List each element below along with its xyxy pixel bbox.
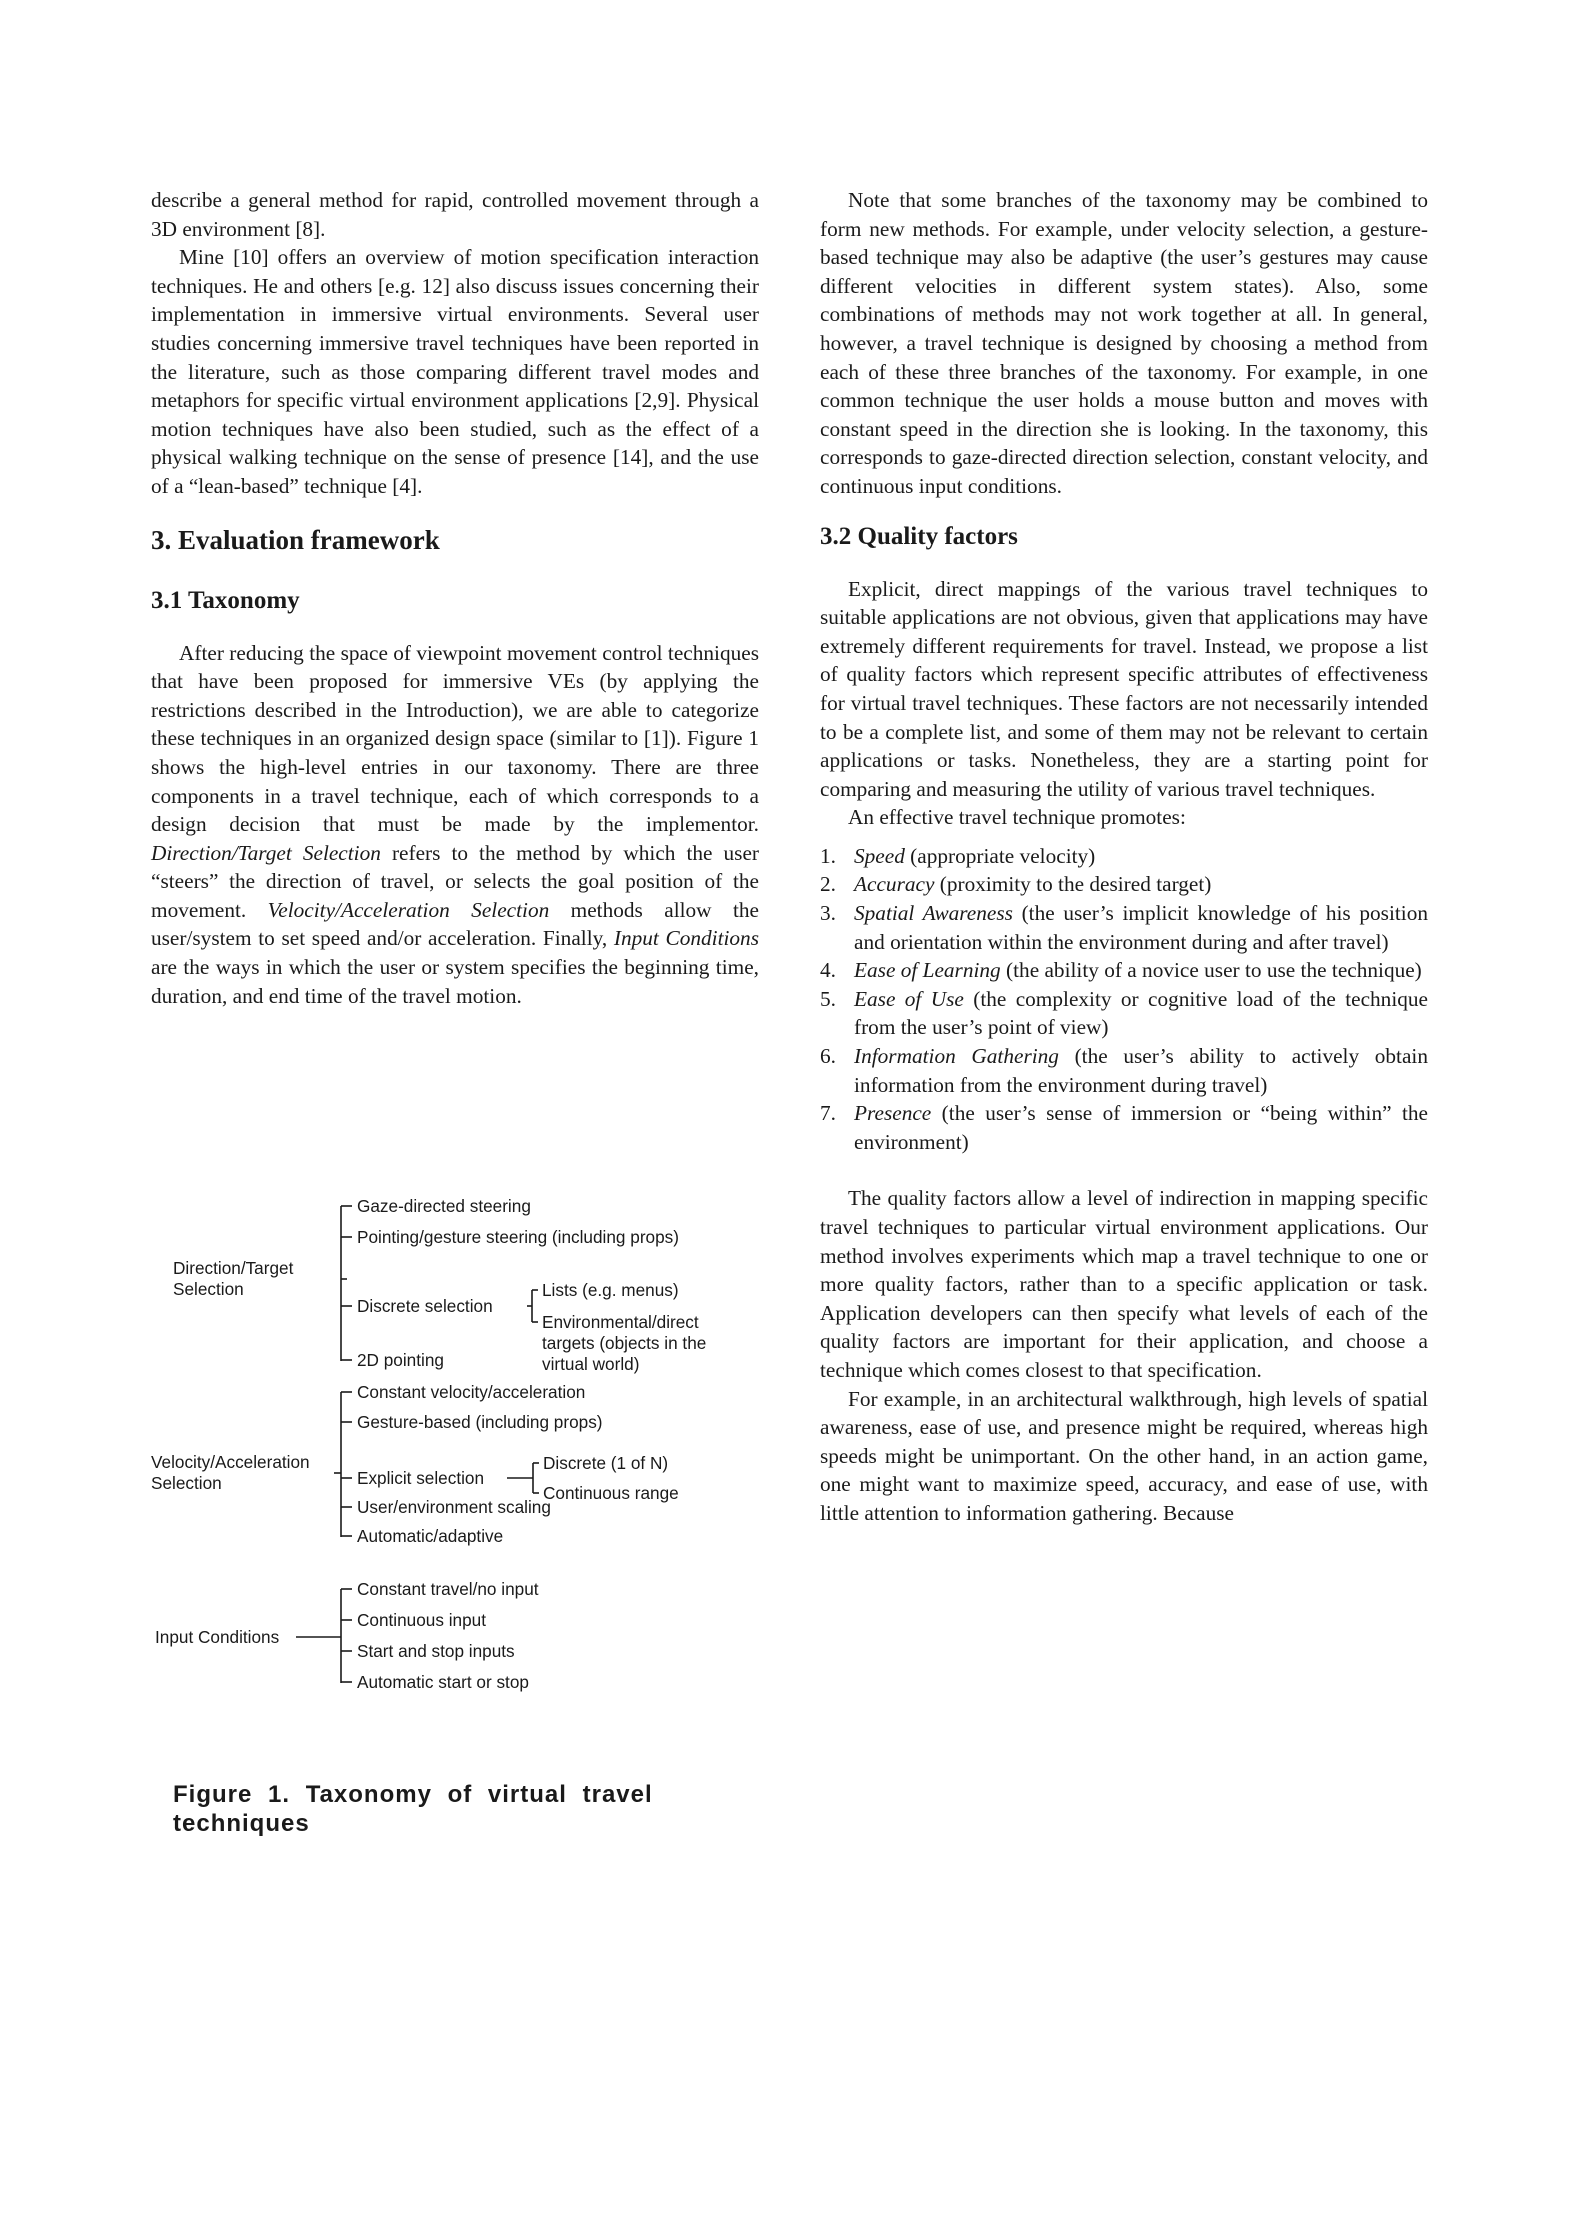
group-label-direction-target: Direction/Target <box>173 1258 294 1278</box>
item-continuous-input: Continuous input <box>357 1610 486 1630</box>
quality-factor-item: 7. Presence (the user’s sense of immersion or “being within” the environment) <box>820 1101 1428 1154</box>
item-gesture-based: Gesture-based (including props) <box>357 1412 603 1432</box>
item-continuous-range: Continuous range <box>543 1483 679 1503</box>
taxonomy-figure <box>151 1196 759 1716</box>
group-label-velocity-acceleration-line2: Selection <box>151 1473 222 1493</box>
quality-factor-item: 1. Speed (appropriate velocity) <box>820 843 1096 868</box>
item-constant-travel: Constant travel/no input <box>357 1579 539 1599</box>
term-direction-target-selection: Direction/Target Selection <box>151 840 381 865</box>
paragraph-branch-combination: Note that some branches of the taxonomy may be combined to form new methods. For example, under velocity selection, a gesture-based technique may also be adaptive (the user’s gestures may cause different velocities in different system states). Also, some combinations of methods may not work together at all. In general, however, a travel technique is designed by choosing a method from each of these three branches of the taxonomy. For example, in one common technique the user holds a mouse button and moves with constant speed in the direction she is looking. In the taxonomy, this corresponds to gaze-directed direction selection, constant velocity, and continuous input conditions. <box>820 188 1428 498</box>
item-environmental-targets-line2: targets (objects in the <box>542 1333 707 1353</box>
paragraph-quality-factors-intro: Explicit, direct mappings of the various travel techniques to suitable applications are not obvious, given that applications may have extremely different requirements for travel. Instead, we propose a list of quality factors which represent specific attributes of effectiveness for virtual travel techniques. These factors are not necessarily intended to be a complete list, and some of them may not be relevant to certain applications or tasks. Nonetheless, they are a starting point for comparing and measuring the utility of various travel techniques. <box>820 576 1428 801</box>
subsection-heading-taxonomy: 3.1 Taxonomy <box>151 586 300 614</box>
term-velocity-acceleration-selection: Velocity/Acceleration Selection <box>267 897 550 922</box>
item-user-environment-scaling: User/environment scaling <box>357 1497 551 1517</box>
quality-factor-item: 3. Spatial Awareness (the user’s implicit knowledge of his position and orientation within the environment during and after travel) <box>820 901 1428 954</box>
item-gaze-directed-steering: Gaze-directed steering <box>357 1196 531 1216</box>
quality-factor-list <box>820 842 1428 1157</box>
item-constant-velocity: Constant velocity/acceleration <box>357 1382 586 1402</box>
item-explicit-selection: Explicit selection <box>357 1468 485 1488</box>
item-discrete-selection: Discrete selection <box>357 1296 493 1316</box>
figure-caption: Figure 1. Taxonomy of virtual travel techniques <box>173 1781 653 1837</box>
group-label-input-conditions: Input Conditions <box>155 1627 280 1647</box>
item-discrete-1-of-n: Discrete (1 of N) <box>543 1453 669 1473</box>
paragraph-related-work: Mine [10] offers an overview of motion specification interaction techniques. He and others [e.g. 12] also discuss issues concerning their implementation in immersive virtual environments. Several user studies concerning immersive travel techniques have been reported in the literature, such as those comparing different travel modes and metaphors for specific virtual environment applications [2,9]. Physical motion techniques have also been studied, such as the effect of a physical walking technique on the sense of presence [14], and the use of a “lean-based” technique [4]. <box>151 245 759 498</box>
item-environmental-targets: Environmental/direct <box>542 1312 699 1332</box>
item-automatic-start-stop: Automatic start or stop <box>357 1672 529 1692</box>
item-automatic-adaptive: Automatic/adaptive <box>357 1526 504 1546</box>
item-2d-pointing: 2D pointing <box>357 1350 444 1370</box>
group-label-velocity-acceleration: Velocity/Acceleration <box>151 1452 310 1472</box>
paragraph-examples: For example, in an architectural walkthrough, high levels of spatial awareness, ease of use, and presence might be required, whereas high speeds might be unimportant. On the other hand, in an action game, one might want to maximize speed, accuracy, and ease of use, with little attention to information gathering. Because <box>820 1386 1428 1525</box>
item-pointing-gesture-steering: Pointing/gesture steering (including props) <box>357 1227 679 1247</box>
quality-factor-item: 2. Accuracy (proximity to the desired target) <box>820 872 1212 897</box>
group-label-direction-target-line2: Selection <box>173 1279 244 1299</box>
item-lists-menus: Lists (e.g. menus) <box>542 1280 679 1300</box>
paragraph-effective-technique: An effective travel technique promotes: <box>848 805 1186 830</box>
left-column <box>151 186 759 1837</box>
quality-factor-item: 5. Ease of Use (the complexity or cognitive load of the technique from the user’s point of view) <box>820 986 1428 1040</box>
paragraph-taxonomy-description: After reducing the space of viewpoint movement control techniques that have been proposed for immersive VEs (by applying the restrictions described in the Introduction), we are able to categorize these techniques in an organized design space (similar to [1]). Figure 1 shows the high-level entries in our taxonomy. There are three components in a travel technique, each of which corresponds to a design decision that must be made by the implementor. Direction/Target Selection refers to the method by which the user “steers” the direction of travel, or selects the goal position of the movement. Velocity/Acceleration Selection methods allow the user/system to set speed and/or acceleration. Finally, Input Conditions are the ways in which the user or system specifies the beginning time, duration, and end time of the travel motion. <box>151 640 759 1008</box>
right-column <box>820 186 1428 1528</box>
item-environmental-targets-line3: virtual world) <box>542 1354 640 1374</box>
item-start-stop-inputs: Start and stop inputs <box>357 1641 515 1661</box>
section-heading-evaluation-framework: 3. Evaluation framework <box>151 524 440 555</box>
quality-factor-item: 4. Ease of Learning (the ability of a novice user to use the technique) <box>820 958 1422 983</box>
term-input-conditions: Input Conditions <box>613 926 759 951</box>
quality-factor-item: 6. Information Gathering (the user’s ability to actively obtain information from the environment during travel) <box>820 1044 1428 1097</box>
subsection-heading-quality-factors: 3.2 Quality factors <box>820 522 1018 550</box>
paragraph-indirection: The quality factors allow a level of indirection in mapping specific travel techniques to particular virtual environment applications. Our method involves experiments which map a travel technique to one or more quality factors, rather than to a specific application or task. Application developers can then specify what levels of each of the quality factors are important for their application, and choose a technique which comes closest to that specification. <box>820 1186 1428 1382</box>
paragraph-intro-end: describe a general method for rapid, controlled movement through a 3D environment [8]. <box>151 188 759 241</box>
